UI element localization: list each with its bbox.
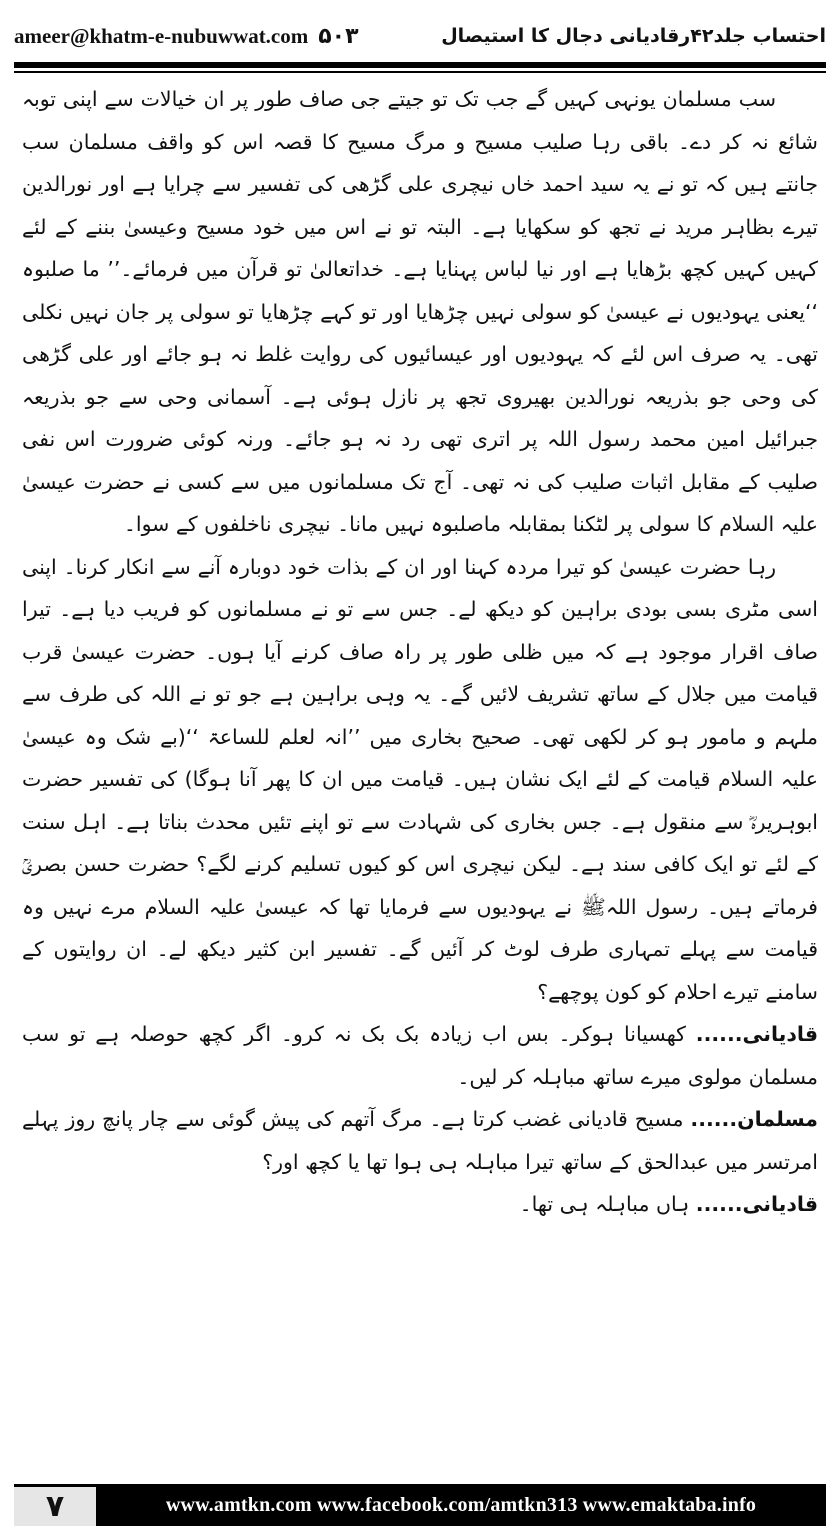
footer-mark: ۷: [14, 1484, 96, 1526]
dialogue-1-text: کھسیانا ہوکر۔ بس اب زیادہ بک بک نہ کرو۔ اگر کچھ حوصلہ ہے تو سب مسلمان مولوی میرے ساتھ مباہلہ کر لیں۔: [22, 1022, 818, 1089]
header-email: ameer@khatm-e-nubuwwat.com: [14, 23, 309, 48]
paragraph-1: سب مسلمان یونہی کہیں گے جب تک تو جیتے جی صاف طور پر ان خیالات سے اپنی توبہ شائع نہ کر دے۔ باقی رہا صلیب مسیح و مرگ مسیح کا قصہ اس کو واقف مسلمان سب جانتے ہیں کہ تو نے یہ سید احمد خاں نیچری علی گڑھی کی تفسیر سے چرایا ہے اور نورالدین تیرے بظاہر مرید نے تجھ کو سکھایا ہے۔ البتہ تو نے اس میں خود مسیح وعیسیٰ بننے کے لئے کہیں کہیں کچھ بڑھایا ہے اور نیا لباس پہنایا ہے۔ خداتعالیٰ تو قرآن میں فرمائے۔’’ ما صلبوہ ‘‘یعنی یہودیوں نے عیسیٰ کو سولی نہیں چڑھایا اور تو کہے چڑھایا تو سولی پر جان نہیں نکلی تھی۔ یہ صرف اس لئے کہ یہودیوں اور عیسائیوں کی روایت غلط نہ ہو جائے اور علی گڑھی کی وحی جو بذریعہ نورالدین بھیروی تجھ پر نازل ہوئی ہے۔ آسمانی وحی سے جو بذریعہ جبرائیل امین محمد رسول اللہ پر اتری تھی رد نہ ہو جائے۔ ورنہ کوئی ضرورت اس نفی صلیب کے مقابل اثبات صلیب کی نہ تھی۔ آج تک مسلمانوں میں سے کسی نے حضرت عیسیٰ علیہ السلام کا سولی پر لٹکنا بمقابلہ ماصلبوہ نہیں مانا۔ نیچری ناخلفوں کے سوا۔: [22, 87, 818, 536]
dialogue-2-speaker: مسلمان......: [690, 1107, 818, 1131]
dialogue-3: [22, 1183, 818, 1226]
page-header: [14, 14, 826, 58]
dialogue-3-speaker: قادیانی......: [695, 1192, 818, 1216]
dialogue-3-text: ہاں مباہلہ ہی تھا۔: [519, 1192, 690, 1216]
footer-links: www.amtkn.com www.facebook.com/amtkn313 www.emaktaba.info: [96, 1484, 826, 1526]
page-body: [22, 78, 818, 1474]
header-rule-thick: [14, 62, 826, 68]
dialogue-2: [22, 1098, 818, 1183]
header-left: [14, 24, 359, 49]
page-number: ۵۰۳: [318, 23, 359, 49]
page-footer: [14, 1484, 826, 1526]
paragraph-2: رہا حضرت عیسیٰ کو تیرا مردہ کہنا اور ان کے بذات خود دوبارہ آنے سے انکار کرنا۔ اپنی اسی مٹری بسی بودی براہین کو دیکھ لے۔ جس سے تو نے مسلمانوں کو فریب دیا ہے۔ تیرا صاف اقرار موجود ہے کہ میں ظلی طور پر راہ صاف کرنے آیا ہوں۔ حضرت عیسیٰ قرب قیامت میں جلال کے ساتھ تشریف لائیں گے۔ یہ وہی براہین ہے جو تو نے اللہ کی طرف سے ملہم و مامور ہو کر لکھی تھی۔ صحیح بخاری میں ’’انہ لعلم للساعۃ ‘‘(بے شک وہ عیسیٰ علیہ السلام قیامت کے لئے ایک نشان ہیں۔ قیامت میں ان کا پھر آنا ہوگا) کی تفسیر حضرت ابوہریرہؓ سے منقول ہے۔ جس بخاری کی شہادت سے تو اپنے تئیں محدث بناتا ہے۔ اہل سنت کے لئے تو ایک کافی سند ہے۔ لیکن نیچری اس کو کیوں تسلیم کرنے لگے؟ حضرت حسن بصریؒ فرماتے ہیں۔ رسول اللہﷺ نے یہودیوں سے فرمایا تھا کہ عیسیٰ علیہ السلام مرے نہیں وہ قیامت سے پہلے تمہاری طرف لوٹ کر آئیں گے۔ تفسیر ابن کثیر دیکھ لے۔ ان روایتوں کے سامنے تیرے احلام کو کون پوچھے؟: [22, 554, 818, 1004]
dialogue-2-text: مسیح قادیانی غضب کرتا ہے۔ مرگ آتھم کی پیش گوئی سے چار پانچ روز پہلے امرتسر میں عبدالحق کے ساتھ تیرا مباہلہ ہی ہوا تھا یا کچھ اور؟: [22, 1107, 818, 1174]
header-rule-thin: [14, 71, 826, 73]
dialogue-1-speaker: قادیانی......: [695, 1022, 818, 1046]
dialogue-1: [22, 1013, 818, 1098]
header-title: احتساب جلد۴۲رقادیانی دجال کا استیصال: [441, 25, 826, 47]
